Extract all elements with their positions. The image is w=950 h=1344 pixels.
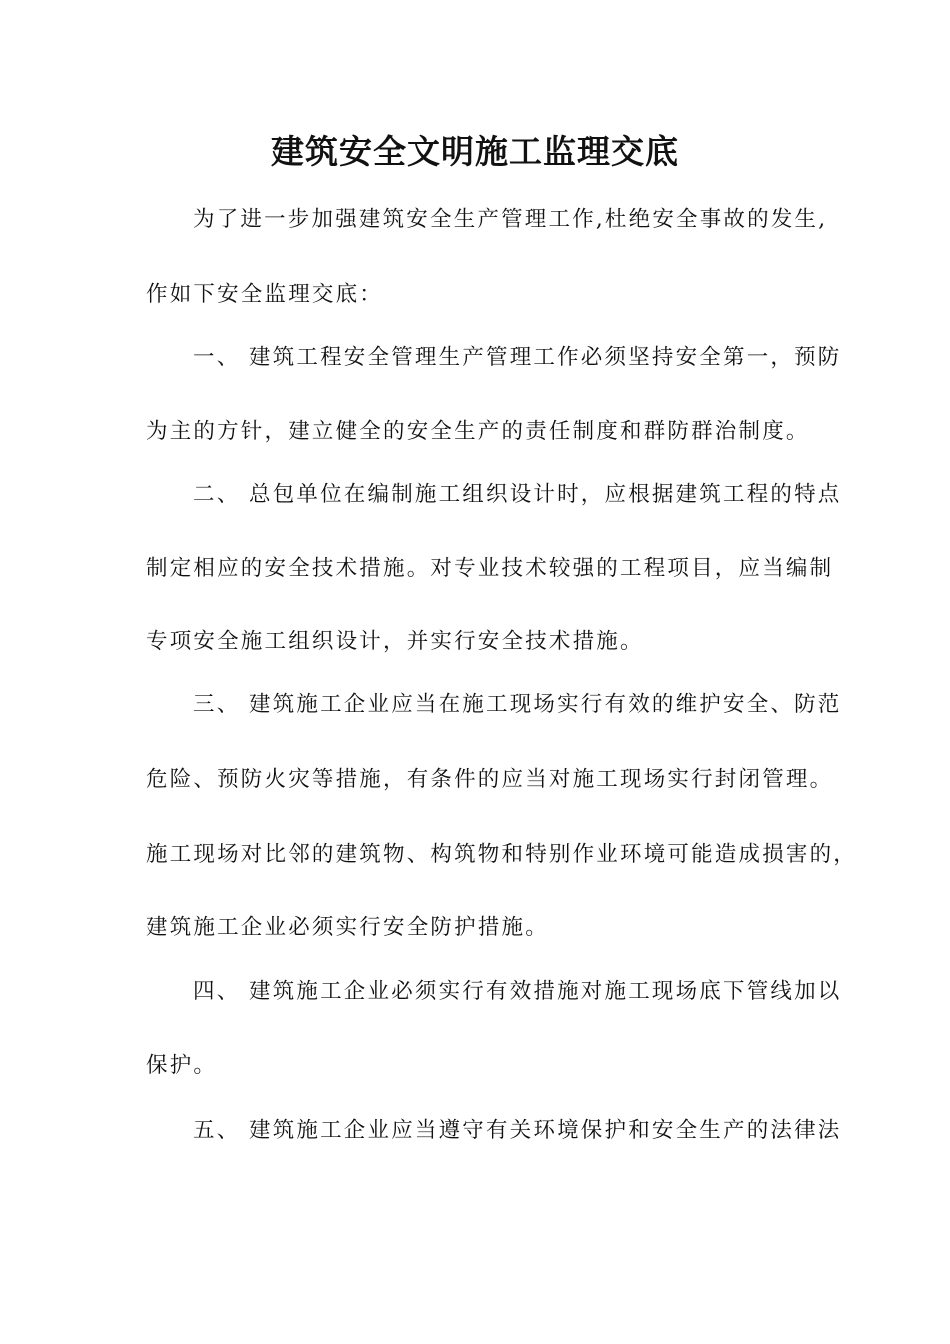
item-2-number: 二、 — [193, 482, 241, 507]
item-3-first-line — [193, 689, 842, 721]
item-4-text: 建筑施工企业必须实行有效措施对施工现场底下管线加以 — [249, 979, 842, 1004]
item-5-first-line — [193, 1115, 842, 1147]
intro-line-2: 作如下安全监理交底： — [146, 282, 384, 307]
item-2-text: 总包单位在编制施工组织设计时，应根据建筑工程的特点 — [249, 482, 842, 507]
item-4-number: 四、 — [193, 979, 241, 1004]
item-4-first-line — [193, 976, 842, 1008]
document-title: 建筑安全文明施工监理交底 — [271, 132, 679, 171]
item-5-number: 五、 — [193, 1118, 241, 1143]
item-2-first-line — [193, 479, 842, 511]
item-4-line-2: 保护。 — [146, 1053, 218, 1078]
item-1-text: 建筑工程安全管理生产管理工作必须坚持安全第一，预防 — [249, 345, 842, 370]
item-3-line-4: 建筑施工企业必须实行安全防护措施。 — [146, 915, 549, 940]
item-3-number: 三、 — [193, 692, 241, 717]
item-1-number: 一、 — [193, 345, 241, 370]
item-5-text: 建筑施工企业应当遵守有关环境保护和安全生产的法律法 — [249, 1118, 842, 1143]
item-2-line-3: 专项安全施工组织设计，并实行安全技术措施。 — [146, 629, 644, 654]
item-2-line-2: 制定相应的安全技术措施。对专业技术较强的工程项目，应当编制 — [146, 556, 834, 581]
item-3-line-2: 危险、预防火灾等措施，有条件的应当对施工现场实行封闭管理。 — [146, 767, 834, 792]
item-3-text: 建筑施工企业应当在施工现场实行有效的维护安全、防范 — [249, 692, 842, 717]
item-1-line-2: 为主的方针，建立健全的安全生产的责任制度和群防群治制度。 — [146, 419, 810, 444]
intro-line-1: 为了进一步加强建筑安全生产管理工作,杜绝安全事故的发生, — [193, 207, 828, 232]
item-1-first-line — [193, 342, 842, 374]
item-3-line-3: 施工现场对比邻的建筑物、构筑物和特别作业环境可能造成损害的， — [146, 842, 858, 867]
